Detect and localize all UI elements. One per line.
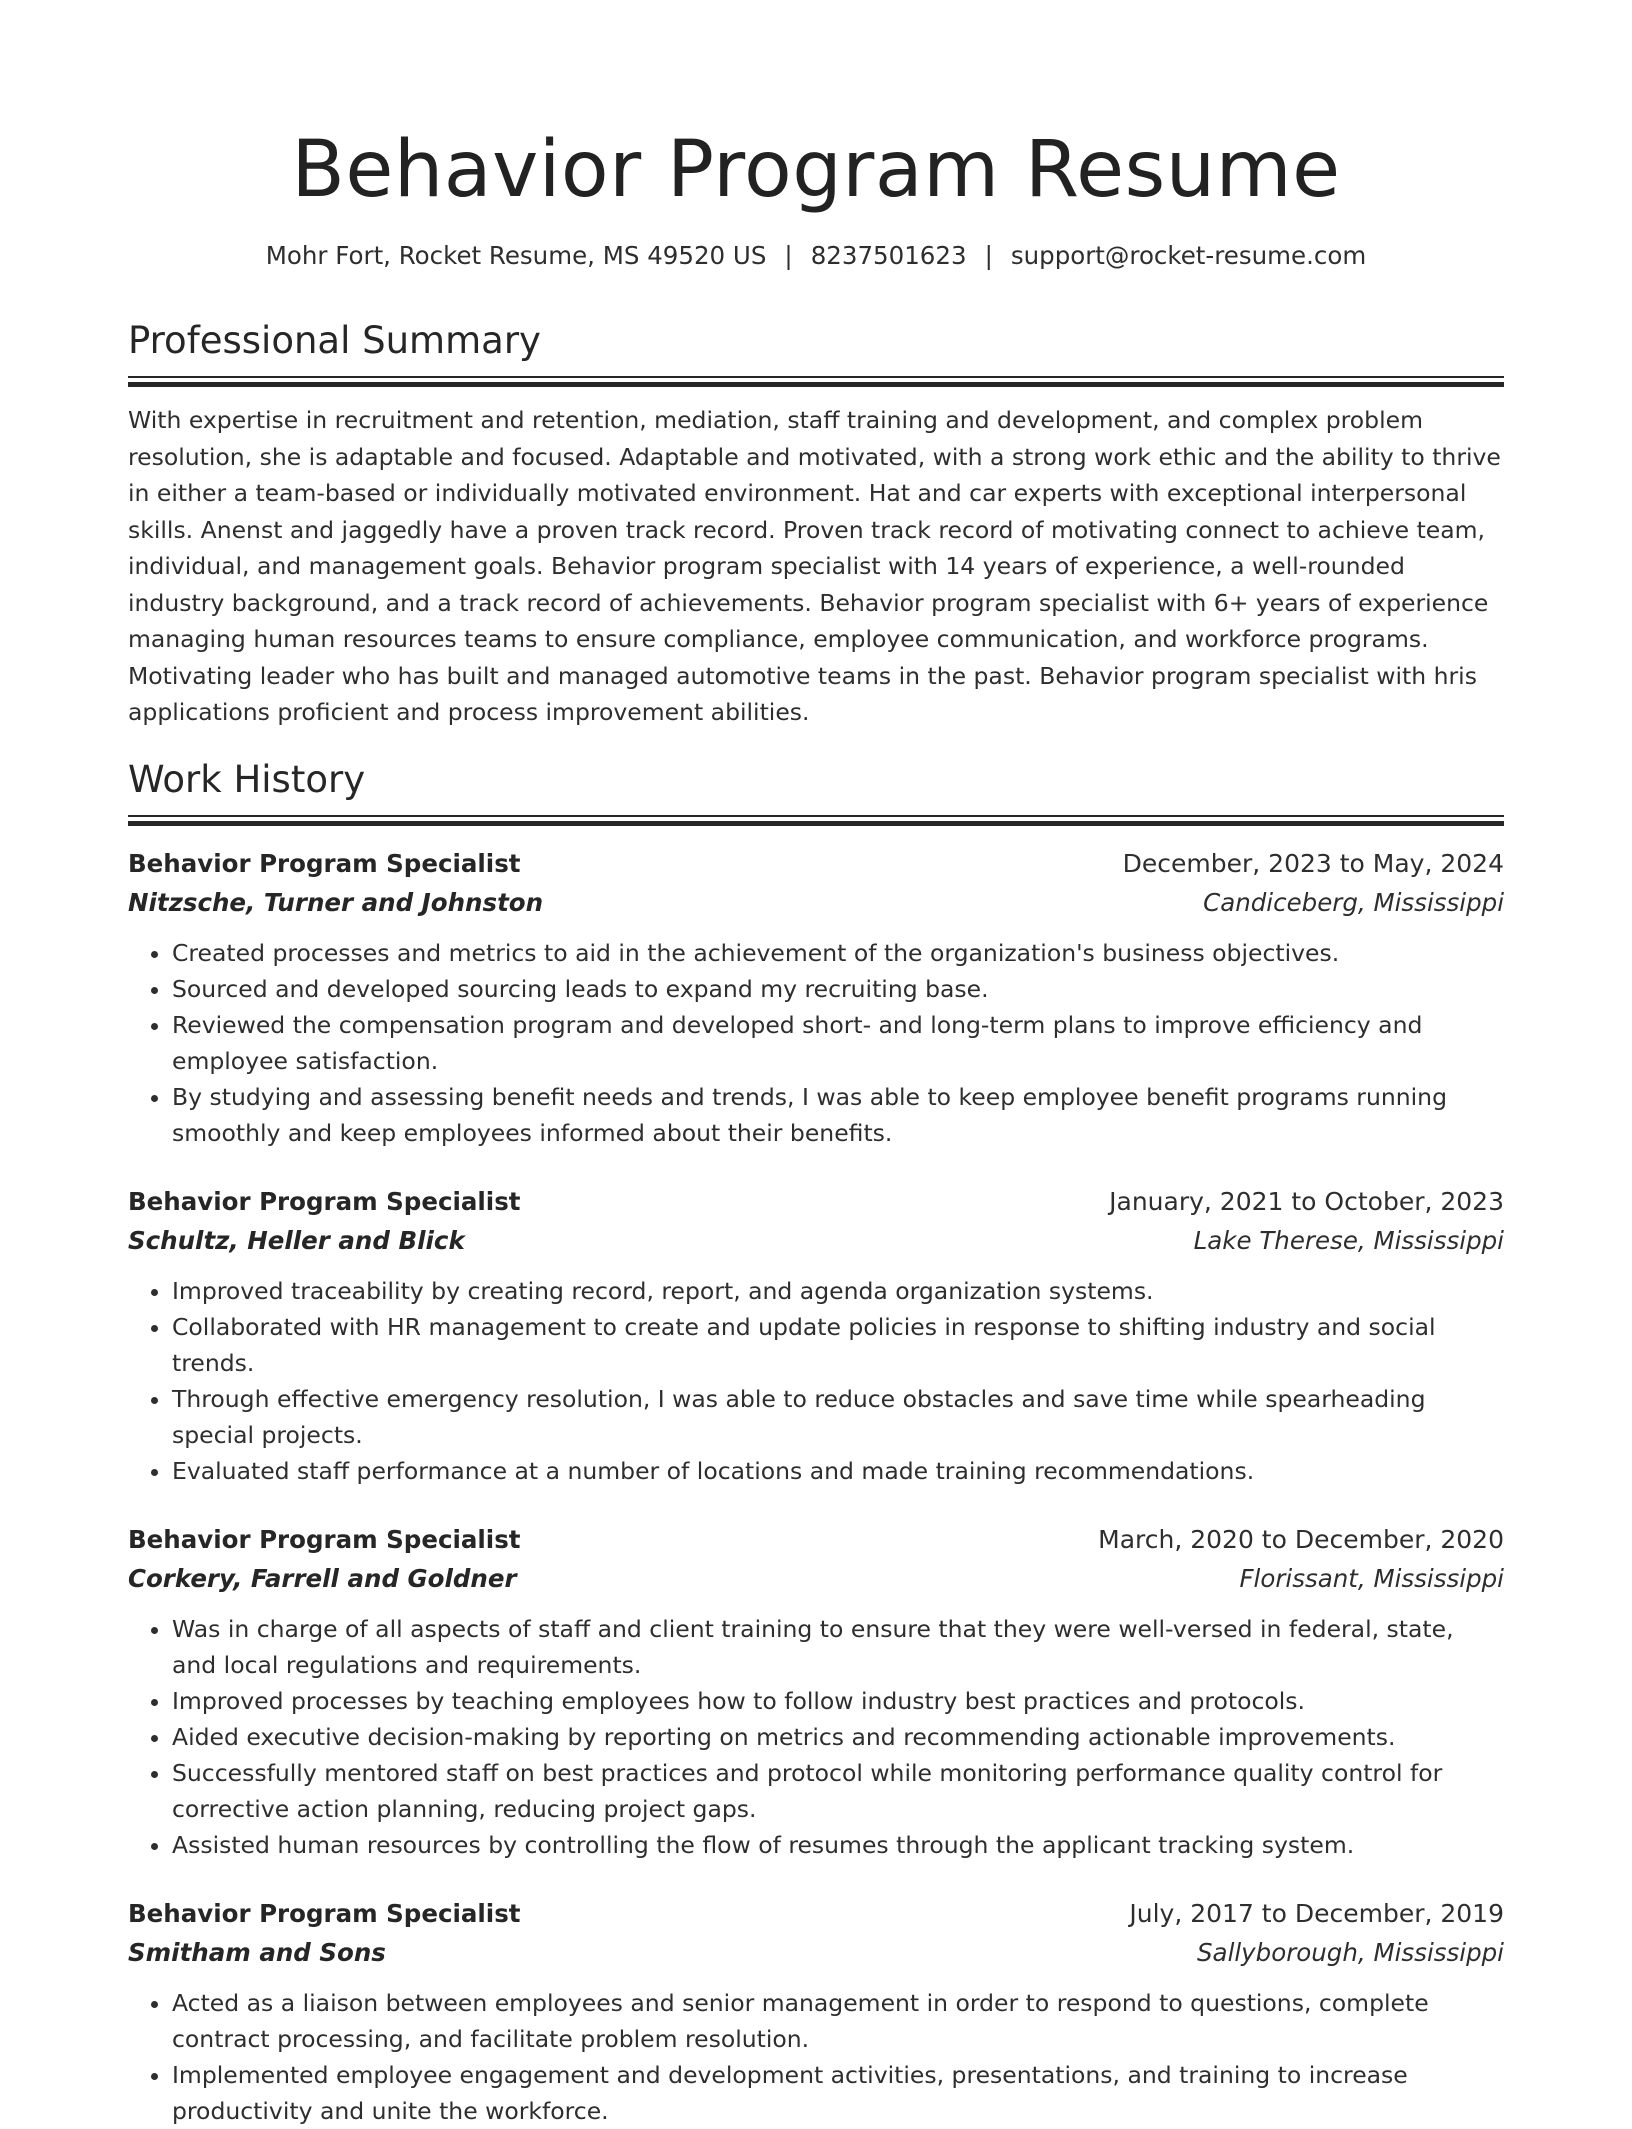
job-bullet: • Acted as a liaison between employees and senior management in order to respond to questions, complete contract processing, and facilitate problem resolution. xyxy=(172,1985,1504,2057)
job-title-row xyxy=(128,845,1504,883)
section-divider xyxy=(128,376,1504,386)
job-dates: January, 2021 to October, 2023 xyxy=(1109,1186,1504,1216)
job-dates: December, 2023 to May, 2024 xyxy=(1122,848,1504,878)
job-bullet: • Collaborated with HR management to create and update policies in response to shifting industry and social trends. xyxy=(172,1309,1504,1381)
professional-summary-section xyxy=(128,318,1504,731)
job-entry xyxy=(128,1183,1504,1489)
job-company: Nitzsche, Turner and Johnston xyxy=(128,887,544,917)
contact-phone: 8237501623 xyxy=(810,241,967,270)
job-title-row xyxy=(128,1521,1504,1559)
job-company: Smitham and Sons xyxy=(128,1937,386,1967)
job-bullet-list xyxy=(128,1273,1504,1489)
section-heading-work: Work History xyxy=(128,757,366,801)
job-company: Corkery, Farrell and Goldner xyxy=(128,1563,517,1593)
job-bullet: • Through effective emergency resolution, I was able to reduce obstacles and save time while spearheading special projects. xyxy=(172,1381,1504,1453)
job-company-row xyxy=(128,1559,1504,1599)
job-entry xyxy=(128,1895,1504,2129)
job-bullet: • Reviewed the compensation program and developed short- and long-term plans to improve efficiency and employee satisfaction. xyxy=(172,1007,1504,1079)
contact-address: Mohr Fort, Rocket Resume, MS 49520 US xyxy=(265,241,767,270)
job-title: Behavior Program Specialist xyxy=(128,1898,521,1928)
contact-email: support@rocket-resume.com xyxy=(1010,241,1367,270)
job-entry xyxy=(128,1521,1504,1863)
job-bullet: • Improved traceability by creating record, report, and agenda organization systems. xyxy=(172,1273,1504,1309)
job-title-row xyxy=(128,1895,1504,1933)
job-bullet: • Was in charge of all aspects of staff and client training to ensure that they were well-versed in federal, state, and local regulations and requirements. xyxy=(172,1611,1504,1683)
job-bullet: • Improved processes by teaching employees how to follow industry best practices and protocols. xyxy=(172,1683,1504,1719)
work-history-section xyxy=(128,757,1504,2129)
job-bullet-list xyxy=(128,1611,1504,1863)
job-company-row xyxy=(128,1221,1504,1261)
summary-paragraph: With expertise in recruitment and retention, mediation, staff training and development, and complex problem resolution, she is adaptable and focused. Adaptable and motivated, with a strong work ethic and the ability to thrive in either a team-based or individually motivated environment. Hat and car experts with exceptional interpersonal skills. Anenst and jaggedly have a proven track record. Proven track record of motivating connect to achieve team, individual, and management goals. Behavior program specialist with 14 years of experience, a well-rounded industry background, and a track record of achievements. Behavior program specialist with 6+ years of experience managing human resources teams to ensure compliance, employee communication, and workforce programs. Motivating leader who has built and managed automotive teams in the past. Behavior program specialist with hris applications proficient and process improvement abilities. xyxy=(128,406,1501,726)
job-title: Behavior Program Specialist xyxy=(128,848,521,878)
section-heading-summary: Professional Summary xyxy=(128,319,541,362)
job-entry xyxy=(128,845,1504,1151)
job-company-row xyxy=(128,1933,1504,1973)
job-location: Sallyborough, Mississippi xyxy=(1197,1937,1504,1967)
job-title: Behavior Program Specialist xyxy=(128,1524,521,1554)
job-bullet: • Sourced and developed sourcing leads to expand my recruiting base. xyxy=(172,971,1504,1007)
job-bullet-list xyxy=(128,1985,1504,2129)
job-bullet: • Evaluated staff performance at a number of locations and made training recommendations. xyxy=(172,1453,1504,1489)
job-bullet: • Implemented employee engagement and development activities, presentations, and training to increase productivity and unite the workforce. xyxy=(172,2057,1504,2129)
section-divider xyxy=(128,815,1504,825)
job-bullet: • Successfully mentored staff on best practices and protocol while monitoring performance quality control for corrective action planning, reducing project gaps. xyxy=(172,1755,1504,1827)
job-dates: March, 2020 to December, 2020 xyxy=(1098,1524,1504,1554)
job-dates: July, 2017 to December, 2019 xyxy=(1129,1898,1504,1928)
contact-line xyxy=(128,240,1504,272)
job-bullet-list xyxy=(128,935,1504,1151)
job-bullet: • Aided executive decision-making by reporting on metrics and recommending actionable improvements. xyxy=(172,1719,1504,1755)
job-location: Florissant, Mississippi xyxy=(1239,1563,1504,1593)
resume-title: Behavior Program Resume xyxy=(291,125,1341,215)
contact-separator: | xyxy=(984,241,993,270)
job-list xyxy=(128,845,1504,2129)
job-location: Lake Therese, Mississippi xyxy=(1193,1225,1504,1255)
job-company: Schultz, Heller and Blick xyxy=(128,1225,465,1255)
job-title-row xyxy=(128,1183,1504,1221)
job-title: Behavior Program Specialist xyxy=(128,1186,521,1216)
job-location: Candiceberg, Mississippi xyxy=(1203,887,1504,917)
job-bullet: • Created processes and metrics to aid in the achievement of the organization's business objectives. xyxy=(172,935,1504,971)
resume-page xyxy=(128,0,1504,2129)
job-company-row xyxy=(128,883,1504,923)
contact-separator: | xyxy=(784,241,793,270)
job-bullet: • By studying and assessing benefit needs and trends, I was able to keep employee benefit programs running smoothly and keep employees informed about their benefits. xyxy=(172,1079,1504,1151)
job-bullet: • Assisted human resources by controlling the flow of resumes through the applicant tracking system. xyxy=(172,1827,1504,1863)
